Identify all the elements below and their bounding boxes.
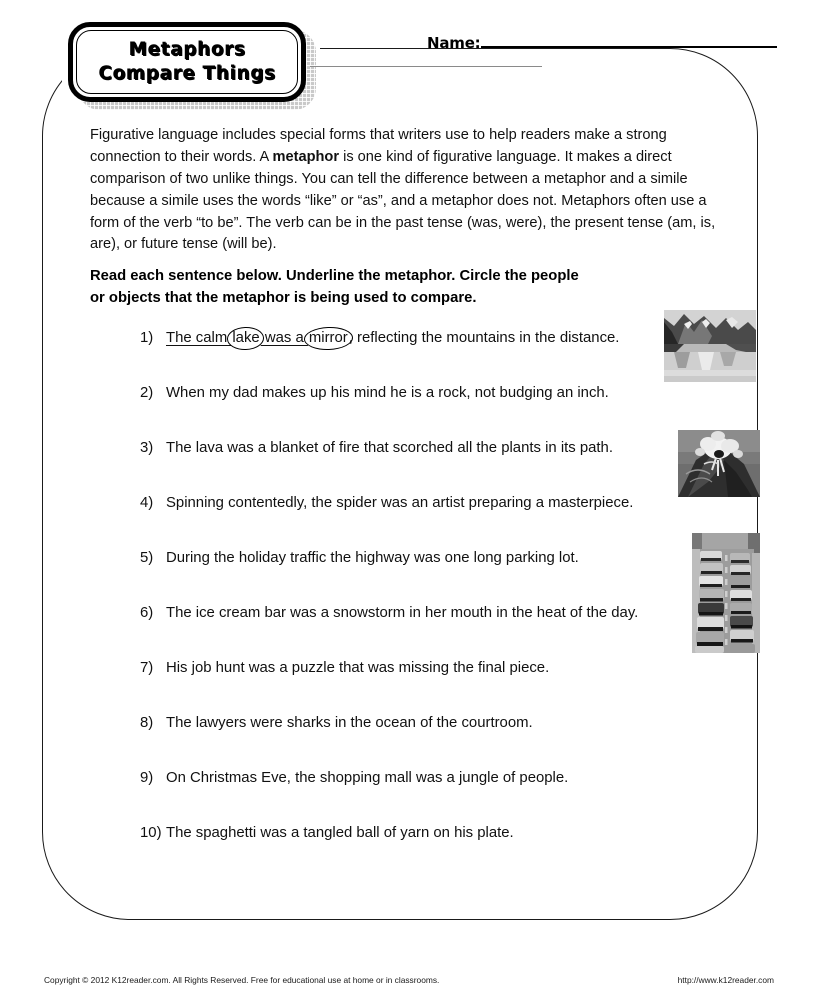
traffic-jam-graphic bbox=[692, 533, 760, 653]
footer-url[interactable]: http://www.k12reader.com bbox=[677, 975, 774, 985]
metaphor-underline bbox=[166, 330, 349, 346]
title-box-outer-frame bbox=[68, 22, 306, 102]
item-number: 9) bbox=[140, 770, 154, 786]
item-number: 6) bbox=[140, 605, 154, 621]
name-input-blank[interactable] bbox=[481, 31, 777, 48]
mountain-lake-graphic bbox=[664, 310, 756, 382]
item-tail-text: , reflecting the mountains in the distance. bbox=[348, 330, 620, 346]
title-box-inner-frame bbox=[76, 30, 298, 94]
item-text: When my dad makes up his mind he is a rock, not budging an inch. bbox=[166, 385, 609, 401]
circled-word-lake: lake bbox=[232, 330, 260, 346]
underline-mid-text: was a bbox=[260, 330, 308, 346]
item-number: 3) bbox=[140, 440, 154, 456]
intro-part-1: Figurative language includes special forms that writers use to help readers make a strong connection to their words. A bbox=[90, 127, 667, 165]
worksheet-title-line-1: Metaphors bbox=[128, 38, 246, 60]
list-item[interactable] bbox=[140, 660, 700, 715]
item-text: His job hunt was a puzzle that was missing the final piece. bbox=[166, 660, 550, 676]
list-item[interactable] bbox=[140, 495, 700, 550]
list-item[interactable] bbox=[140, 715, 700, 770]
traffic-jam-photo bbox=[692, 533, 760, 653]
list-item[interactable] bbox=[140, 550, 700, 605]
item-text: The lava was a blanket of fire that scorched all the plants in its path. bbox=[166, 440, 613, 456]
title-box bbox=[68, 22, 310, 104]
item-text bbox=[166, 330, 619, 346]
item-number: 4) bbox=[140, 495, 154, 511]
intro-paragraph bbox=[90, 125, 730, 256]
mountain-lake-photo bbox=[664, 310, 756, 382]
erupting-volcano-graphic bbox=[678, 430, 760, 497]
item-number: 10) bbox=[140, 825, 162, 841]
list-item[interactable] bbox=[140, 330, 700, 385]
circled-word-mirror: mirror bbox=[308, 330, 348, 346]
instructions bbox=[90, 265, 690, 309]
list-item[interactable] bbox=[140, 605, 700, 660]
list-item[interactable] bbox=[140, 385, 700, 440]
item-text: During the holiday traffic the highway was one long parking lot. bbox=[166, 550, 579, 566]
content-area bbox=[90, 125, 730, 307]
intro-part-2: is one kind of figurative language. It makes a direct comparison of two unlike things. You can tell the difference between a metaphor and a simile because a simile uses the words “like” or “as”, and a metaphor does not. Metaphors often use a form of the verb “to be”. The verb can be in the past tense (was, were), the present tense (am, is, are), or future tense (will be). bbox=[90, 148, 716, 253]
item-text: The lawyers were sharks in the ocean of the courtroom. bbox=[166, 715, 533, 731]
item-text: On Christmas Eve, the shopping mall was a jungle of people. bbox=[166, 770, 569, 786]
item-text: Spinning contentedly, the spider was an artist preparing a masterpiece. bbox=[166, 495, 634, 511]
list-item[interactable] bbox=[140, 440, 700, 495]
footer bbox=[44, 975, 774, 985]
erupting-volcano-photo bbox=[678, 430, 760, 497]
item-number: 2) bbox=[140, 385, 154, 401]
name-label: Name: bbox=[427, 34, 481, 52]
list-item[interactable] bbox=[140, 825, 700, 880]
intro-bold-term: metaphor bbox=[272, 148, 340, 165]
instructions-line-2: or objects that the metaphor is being used to compare. bbox=[90, 290, 477, 307]
item-number: 8) bbox=[140, 715, 154, 731]
item-number: 5) bbox=[140, 550, 154, 566]
sentence-list bbox=[140, 330, 700, 880]
name-field[interactable] bbox=[427, 31, 777, 52]
list-item[interactable] bbox=[140, 770, 700, 825]
worksheet-title-line-2: Compare Things bbox=[98, 63, 276, 84]
instructions-line-1: Read each sentence below. Underline the metaphor. Circle the people bbox=[90, 268, 579, 284]
item-text: The spaghetti was a tangled ball of yarn on his plate. bbox=[166, 825, 514, 841]
item-number: 1) bbox=[140, 330, 154, 346]
underline-pre-text: The calm bbox=[166, 330, 232, 346]
item-text: The ice cream bar was a snowstorm in her mouth in the heat of the day. bbox=[166, 605, 639, 621]
title-connector-line bbox=[310, 66, 542, 67]
item-number: 7) bbox=[140, 660, 154, 676]
footer-copyright: Copyright © 2012 K12reader.com. All Rights Reserved. Free for educational use at home or in classrooms. bbox=[44, 975, 440, 985]
